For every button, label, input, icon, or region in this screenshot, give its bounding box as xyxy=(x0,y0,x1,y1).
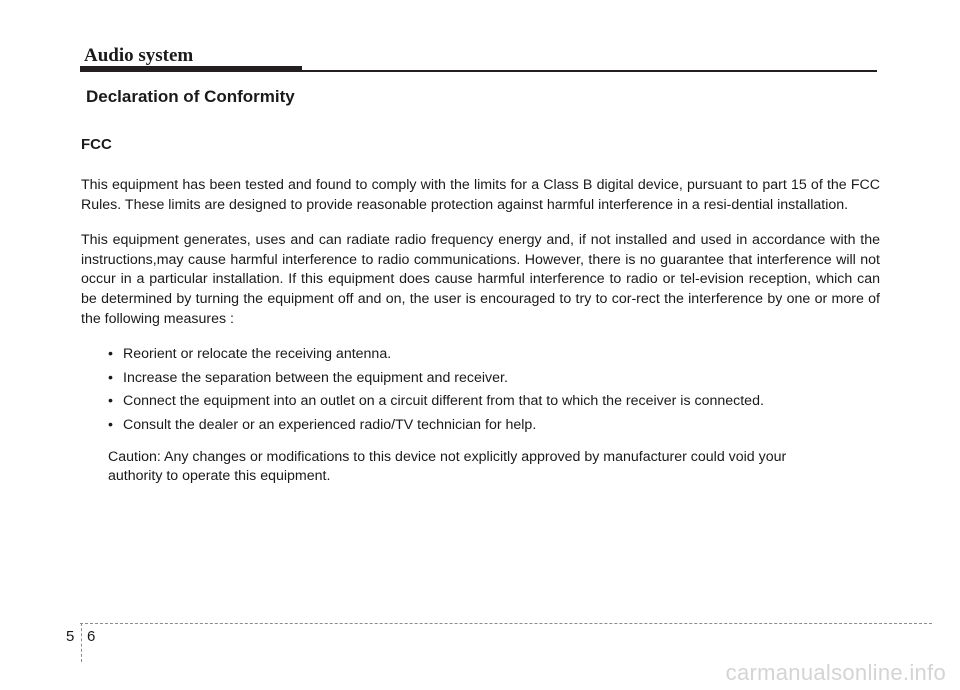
list-item xyxy=(108,345,880,365)
page-title: Declaration of Conformity xyxy=(86,87,295,106)
list-item xyxy=(108,416,880,436)
subtitle: FCC xyxy=(81,136,112,153)
list-item-text: Connect the equipment into an outlet on a circuit different from that to which the receiver is connected. xyxy=(123,393,764,410)
paragraph-compliance: This equipment has been tested and found to comply with the limits for a Class B digital device, pursuant to part 15 of the FCC Rules. These limits are designed to provide reasonable protection against harmful interference in a resi-dential installation. xyxy=(81,177,880,213)
measures-list xyxy=(81,345,880,435)
header-rule-thin xyxy=(302,70,877,72)
bullet-icon: • xyxy=(108,346,113,363)
list-item-text: Increase the separation between the equipment and receiver. xyxy=(123,369,508,386)
list-item xyxy=(108,369,880,389)
header-rule-thick xyxy=(80,66,302,72)
document-body xyxy=(81,136,880,487)
page-number-divider xyxy=(81,623,82,662)
bullet-icon: • xyxy=(108,416,113,433)
list-item-text: Consult the dealer or an experienced radio/TV technician for help. xyxy=(123,416,537,433)
page-number-page: 6 xyxy=(87,628,96,645)
list-item-text: Reorient or relocate the receiving antenna. xyxy=(123,346,392,363)
footer-divider xyxy=(80,623,932,624)
watermark: carmanualsonline.info xyxy=(725,660,946,685)
paragraph-interference: This equipment generates, uses and can radiate radio frequency energy and, if not installed and used in accordance with the instructions,may cause harmful interference to radio communications. However, there is no guarantee that interference will not occur in a particular installation. If this equipment does cause harmful interference to radio or tel-evision reception, which can be determined by turning the equipment off and on, the user is encouraged to try to cor-rect the interference by one or more of the following measures : xyxy=(81,232,880,327)
bullet-icon: • xyxy=(108,393,113,410)
page-number-chapter: 5 xyxy=(66,628,75,645)
section-header: Audio system xyxy=(84,45,194,66)
list-item xyxy=(108,392,880,412)
caution-note: Caution: Any changes or modifications to this device not explicitly approved by manufacturer could void your authority to operate this equipment. xyxy=(108,448,787,485)
bullet-icon: • xyxy=(108,369,113,386)
